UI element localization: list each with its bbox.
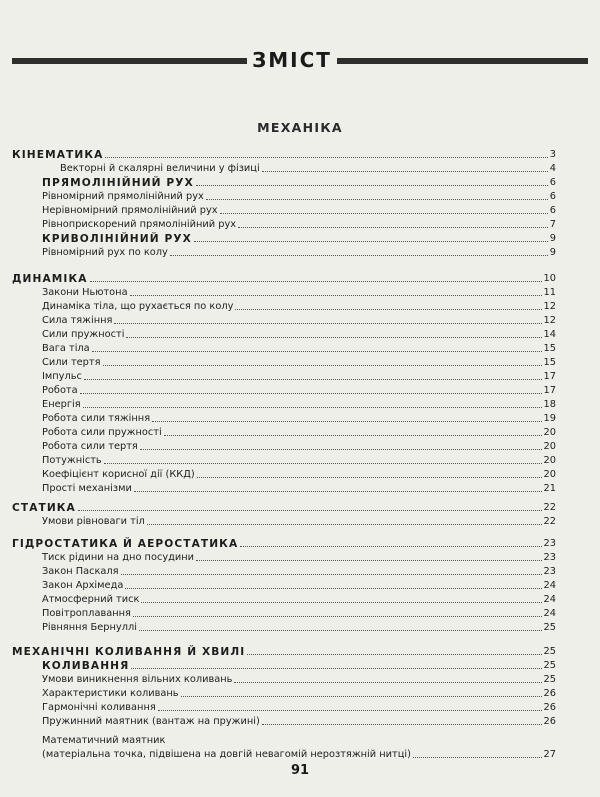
toc-entry bbox=[12, 246, 556, 260]
toc-entry bbox=[12, 715, 556, 729]
toc-entry-label: Нерівномірний прямолінійний рух bbox=[42, 205, 218, 216]
dot-leader bbox=[240, 546, 541, 547]
toc-entry bbox=[12, 342, 556, 356]
dot-leader bbox=[235, 309, 541, 310]
toc-entry-label: (матеріальна точка, підвішена на довгій невагомій нерозтяжній нитці) bbox=[42, 749, 411, 760]
toc-entry-page: 24 bbox=[543, 608, 556, 619]
toc-entry-label: Умови рівноваги тіл bbox=[42, 516, 145, 527]
dot-leader bbox=[152, 421, 541, 422]
dot-leader bbox=[131, 668, 541, 669]
toc-entry-label: Рівняння Бернуллі bbox=[42, 622, 137, 633]
toc-entry-page: 9 bbox=[549, 247, 556, 258]
dot-leader bbox=[134, 491, 542, 492]
toc-entry bbox=[12, 701, 556, 715]
dot-leader bbox=[181, 696, 542, 697]
toc-entry-label: Робота сили пружності bbox=[42, 427, 162, 438]
toc-entry-page: 20 bbox=[543, 469, 556, 480]
toc-entry-label: Закони Ньютона bbox=[42, 287, 128, 298]
toc-entry bbox=[12, 370, 556, 384]
dot-leader bbox=[238, 227, 548, 228]
toc-entry-label: Сила тяжіння bbox=[42, 315, 113, 326]
toc-entry-label: Рівноприскорений прямолінійний рух bbox=[42, 219, 237, 230]
dot-leader bbox=[126, 337, 541, 338]
toc-entry bbox=[12, 162, 556, 176]
toc-entry bbox=[12, 412, 556, 426]
toc-entry-label: Робота bbox=[42, 385, 78, 396]
toc-entry bbox=[12, 621, 556, 635]
toc-entry bbox=[12, 314, 556, 328]
toc-entry-label: Сили тертя bbox=[42, 357, 101, 368]
dot-leader bbox=[105, 157, 547, 158]
toc-entry-page: 22 bbox=[543, 502, 556, 513]
toc-entry-page: 7 bbox=[549, 219, 556, 230]
toc-entry bbox=[12, 482, 556, 496]
toc-entry bbox=[12, 501, 556, 515]
dot-leader bbox=[83, 407, 542, 408]
dot-leader bbox=[92, 351, 542, 352]
toc-entry bbox=[12, 515, 556, 529]
toc-entry-page: 24 bbox=[543, 580, 556, 591]
toc-entry-page: 22 bbox=[543, 516, 556, 527]
dot-leader bbox=[413, 757, 542, 758]
toc-entry-label: Сили пружності bbox=[42, 329, 125, 340]
toc-entry-label: КІНЕМАТИКА bbox=[12, 149, 104, 161]
toc-entry-label: ГІДРОСТАТИКА Й АЕРОСТАТИКА bbox=[12, 538, 239, 550]
section-heading: МЕХАНІКА bbox=[257, 120, 343, 135]
toc-entry bbox=[12, 687, 556, 701]
toc-entry bbox=[12, 384, 556, 398]
toc-entry-page: 20 bbox=[543, 427, 556, 438]
toc-entry-page: 3 bbox=[549, 149, 556, 160]
toc-entry-page: 26 bbox=[543, 688, 556, 699]
dot-leader bbox=[170, 255, 548, 256]
toc-entry-label: Закон Паскаля bbox=[42, 566, 119, 577]
toc-entry-page: 10 bbox=[543, 273, 556, 284]
toc-entry bbox=[12, 565, 556, 579]
toc-entry-page: 26 bbox=[543, 702, 556, 713]
page-title: ЗМІСТ bbox=[252, 48, 332, 72]
dot-leader bbox=[262, 171, 548, 172]
toc-entry-page: 26 bbox=[543, 716, 556, 727]
toc-entry-page: 23 bbox=[543, 552, 556, 563]
toc-entry bbox=[12, 593, 556, 607]
toc-entry-label: Характеристики коливань bbox=[42, 688, 179, 699]
dot-leader bbox=[158, 710, 542, 711]
toc-entry-label: Повітроплавання bbox=[42, 608, 131, 619]
dot-leader bbox=[139, 630, 542, 631]
toc-entry-page: 25 bbox=[543, 646, 556, 657]
dot-leader bbox=[114, 323, 541, 324]
toc-entry bbox=[12, 204, 556, 218]
toc-entry bbox=[12, 426, 556, 440]
toc-entry bbox=[12, 579, 556, 593]
toc-entry-label: Гармонічні коливання bbox=[42, 702, 156, 713]
toc-entry-page: 25 bbox=[543, 622, 556, 633]
dot-leader bbox=[78, 510, 542, 511]
toc-entry-page: 4 bbox=[549, 163, 556, 174]
dot-leader bbox=[206, 199, 548, 200]
dot-leader bbox=[80, 393, 542, 394]
toc-entry bbox=[12, 645, 556, 659]
dot-leader bbox=[121, 574, 542, 575]
toc-entry-label: Атмосферний тиск bbox=[42, 594, 140, 605]
toc-entry-label: МЕХАНІЧНІ КОЛИВАННЯ Й ХВИЛІ bbox=[12, 646, 246, 658]
toc-entry-label: Коефіцієнт корисної дії (ККД) bbox=[42, 469, 195, 480]
toc-entry-page: 19 bbox=[543, 413, 556, 424]
toc-entry bbox=[12, 748, 556, 762]
toc-entry bbox=[12, 190, 556, 204]
dot-leader bbox=[194, 241, 548, 242]
toc-entry-page: 12 bbox=[543, 301, 556, 312]
toc-entry-label: Прості механізми bbox=[42, 483, 132, 494]
toc-entry-page: 6 bbox=[549, 177, 556, 188]
page-number: 91 bbox=[290, 763, 310, 778]
toc-entry bbox=[12, 673, 556, 687]
toc-entry bbox=[12, 398, 556, 412]
dot-leader bbox=[130, 295, 542, 296]
toc-entry-page: 23 bbox=[543, 538, 556, 549]
dot-leader bbox=[104, 463, 542, 464]
toc-entry-page: 17 bbox=[543, 385, 556, 396]
toc-entry-page: 6 bbox=[549, 205, 556, 216]
toc-entry-page: 15 bbox=[543, 343, 556, 354]
toc-entry-label: Потужність bbox=[42, 455, 102, 466]
toc-entry bbox=[12, 440, 556, 454]
toc-entry bbox=[12, 286, 556, 300]
title-box bbox=[247, 44, 337, 76]
toc-entry bbox=[12, 551, 556, 565]
toc-entry-label: Закон Архімеда bbox=[42, 580, 124, 591]
toc-entry-page: 11 bbox=[543, 287, 556, 298]
toc-entry-page: 21 bbox=[543, 483, 556, 494]
toc-entry bbox=[12, 328, 556, 342]
dot-leader bbox=[140, 449, 542, 450]
toc-entry bbox=[12, 607, 556, 621]
toc-entry-page: 15 bbox=[543, 357, 556, 368]
dot-leader bbox=[125, 588, 541, 589]
toc-entry bbox=[12, 454, 556, 468]
toc-entry bbox=[12, 356, 556, 370]
toc-entry-page: 14 bbox=[543, 329, 556, 340]
dot-leader bbox=[262, 724, 542, 725]
toc-entry-label: Робота сили тертя bbox=[42, 441, 138, 452]
toc-entry-page: 6 bbox=[549, 191, 556, 202]
dot-leader bbox=[164, 435, 542, 436]
toc-entry-page: 20 bbox=[543, 441, 556, 452]
toc-entry-label: ПРЯМОЛІНІЙНИЙ РУХ bbox=[42, 177, 194, 189]
toc-entry bbox=[12, 300, 556, 314]
toc-entry-label: Робота сили тяжіння bbox=[42, 413, 151, 424]
toc-entry bbox=[12, 734, 556, 748]
toc-entry-label: Умови виникнення вільних коливань bbox=[42, 674, 233, 685]
dot-leader bbox=[196, 185, 548, 186]
toc-entry-label: Вага тіла bbox=[42, 343, 90, 354]
toc-entry-page: 23 bbox=[543, 566, 556, 577]
dot-leader bbox=[90, 281, 542, 282]
toc-entry bbox=[12, 232, 556, 246]
toc-entry-label: Пружинний маятник (вантаж на пружині) bbox=[42, 716, 260, 727]
toc-entry-page: 17 bbox=[543, 371, 556, 382]
toc-entry-label: КОЛИВАННЯ bbox=[42, 660, 130, 672]
toc-entry-page: 25 bbox=[543, 660, 556, 671]
toc-entry bbox=[12, 537, 556, 551]
dot-leader bbox=[133, 616, 542, 617]
dot-leader bbox=[220, 213, 548, 214]
toc-entry bbox=[12, 272, 556, 286]
toc-entry-label: СТАТИКА bbox=[12, 502, 76, 514]
toc-entry-label: Імпульс bbox=[42, 371, 82, 382]
dot-leader bbox=[197, 477, 542, 478]
toc-entry-page: 9 bbox=[549, 233, 556, 244]
toc-entry-label: Математичний маятник bbox=[42, 735, 166, 746]
dot-leader bbox=[234, 682, 541, 683]
dot-leader bbox=[141, 602, 541, 603]
toc-entry-label: Енергія bbox=[42, 399, 81, 410]
toc-entry-label: Рівномірний рух по колу bbox=[42, 247, 168, 258]
toc-entry-label: Векторні й скалярні величини у фізиці bbox=[60, 163, 260, 174]
dot-leader bbox=[247, 654, 541, 655]
dot-leader bbox=[147, 524, 542, 525]
dot-leader bbox=[196, 560, 541, 561]
toc-entry-label: Динаміка тіла, що рухається по колу bbox=[42, 301, 234, 312]
dot-leader bbox=[103, 365, 542, 366]
toc-entry-page: 25 bbox=[543, 674, 556, 685]
toc-entry bbox=[12, 659, 556, 673]
toc-entry-page: 18 bbox=[543, 399, 556, 410]
toc-entry-label: Тиск рідини на дно посудини bbox=[42, 552, 195, 563]
toc-entry-label: ДИНАМІКА bbox=[12, 273, 88, 285]
toc-entry-page: 12 bbox=[543, 315, 556, 326]
toc-entry-page: 20 bbox=[543, 455, 556, 466]
toc-entry-label: Рівномірний прямолінійний рух bbox=[42, 191, 204, 202]
toc-entry-page: 24 bbox=[543, 594, 556, 605]
toc-entry-label: КРИВОЛІНІЙНИЙ РУХ bbox=[42, 233, 192, 245]
toc-entry bbox=[12, 176, 556, 190]
toc-entry-page: 27 bbox=[543, 749, 556, 760]
toc-entry bbox=[12, 148, 556, 162]
toc-entry bbox=[12, 468, 556, 482]
toc-entry bbox=[12, 218, 556, 232]
dot-leader bbox=[84, 379, 542, 380]
